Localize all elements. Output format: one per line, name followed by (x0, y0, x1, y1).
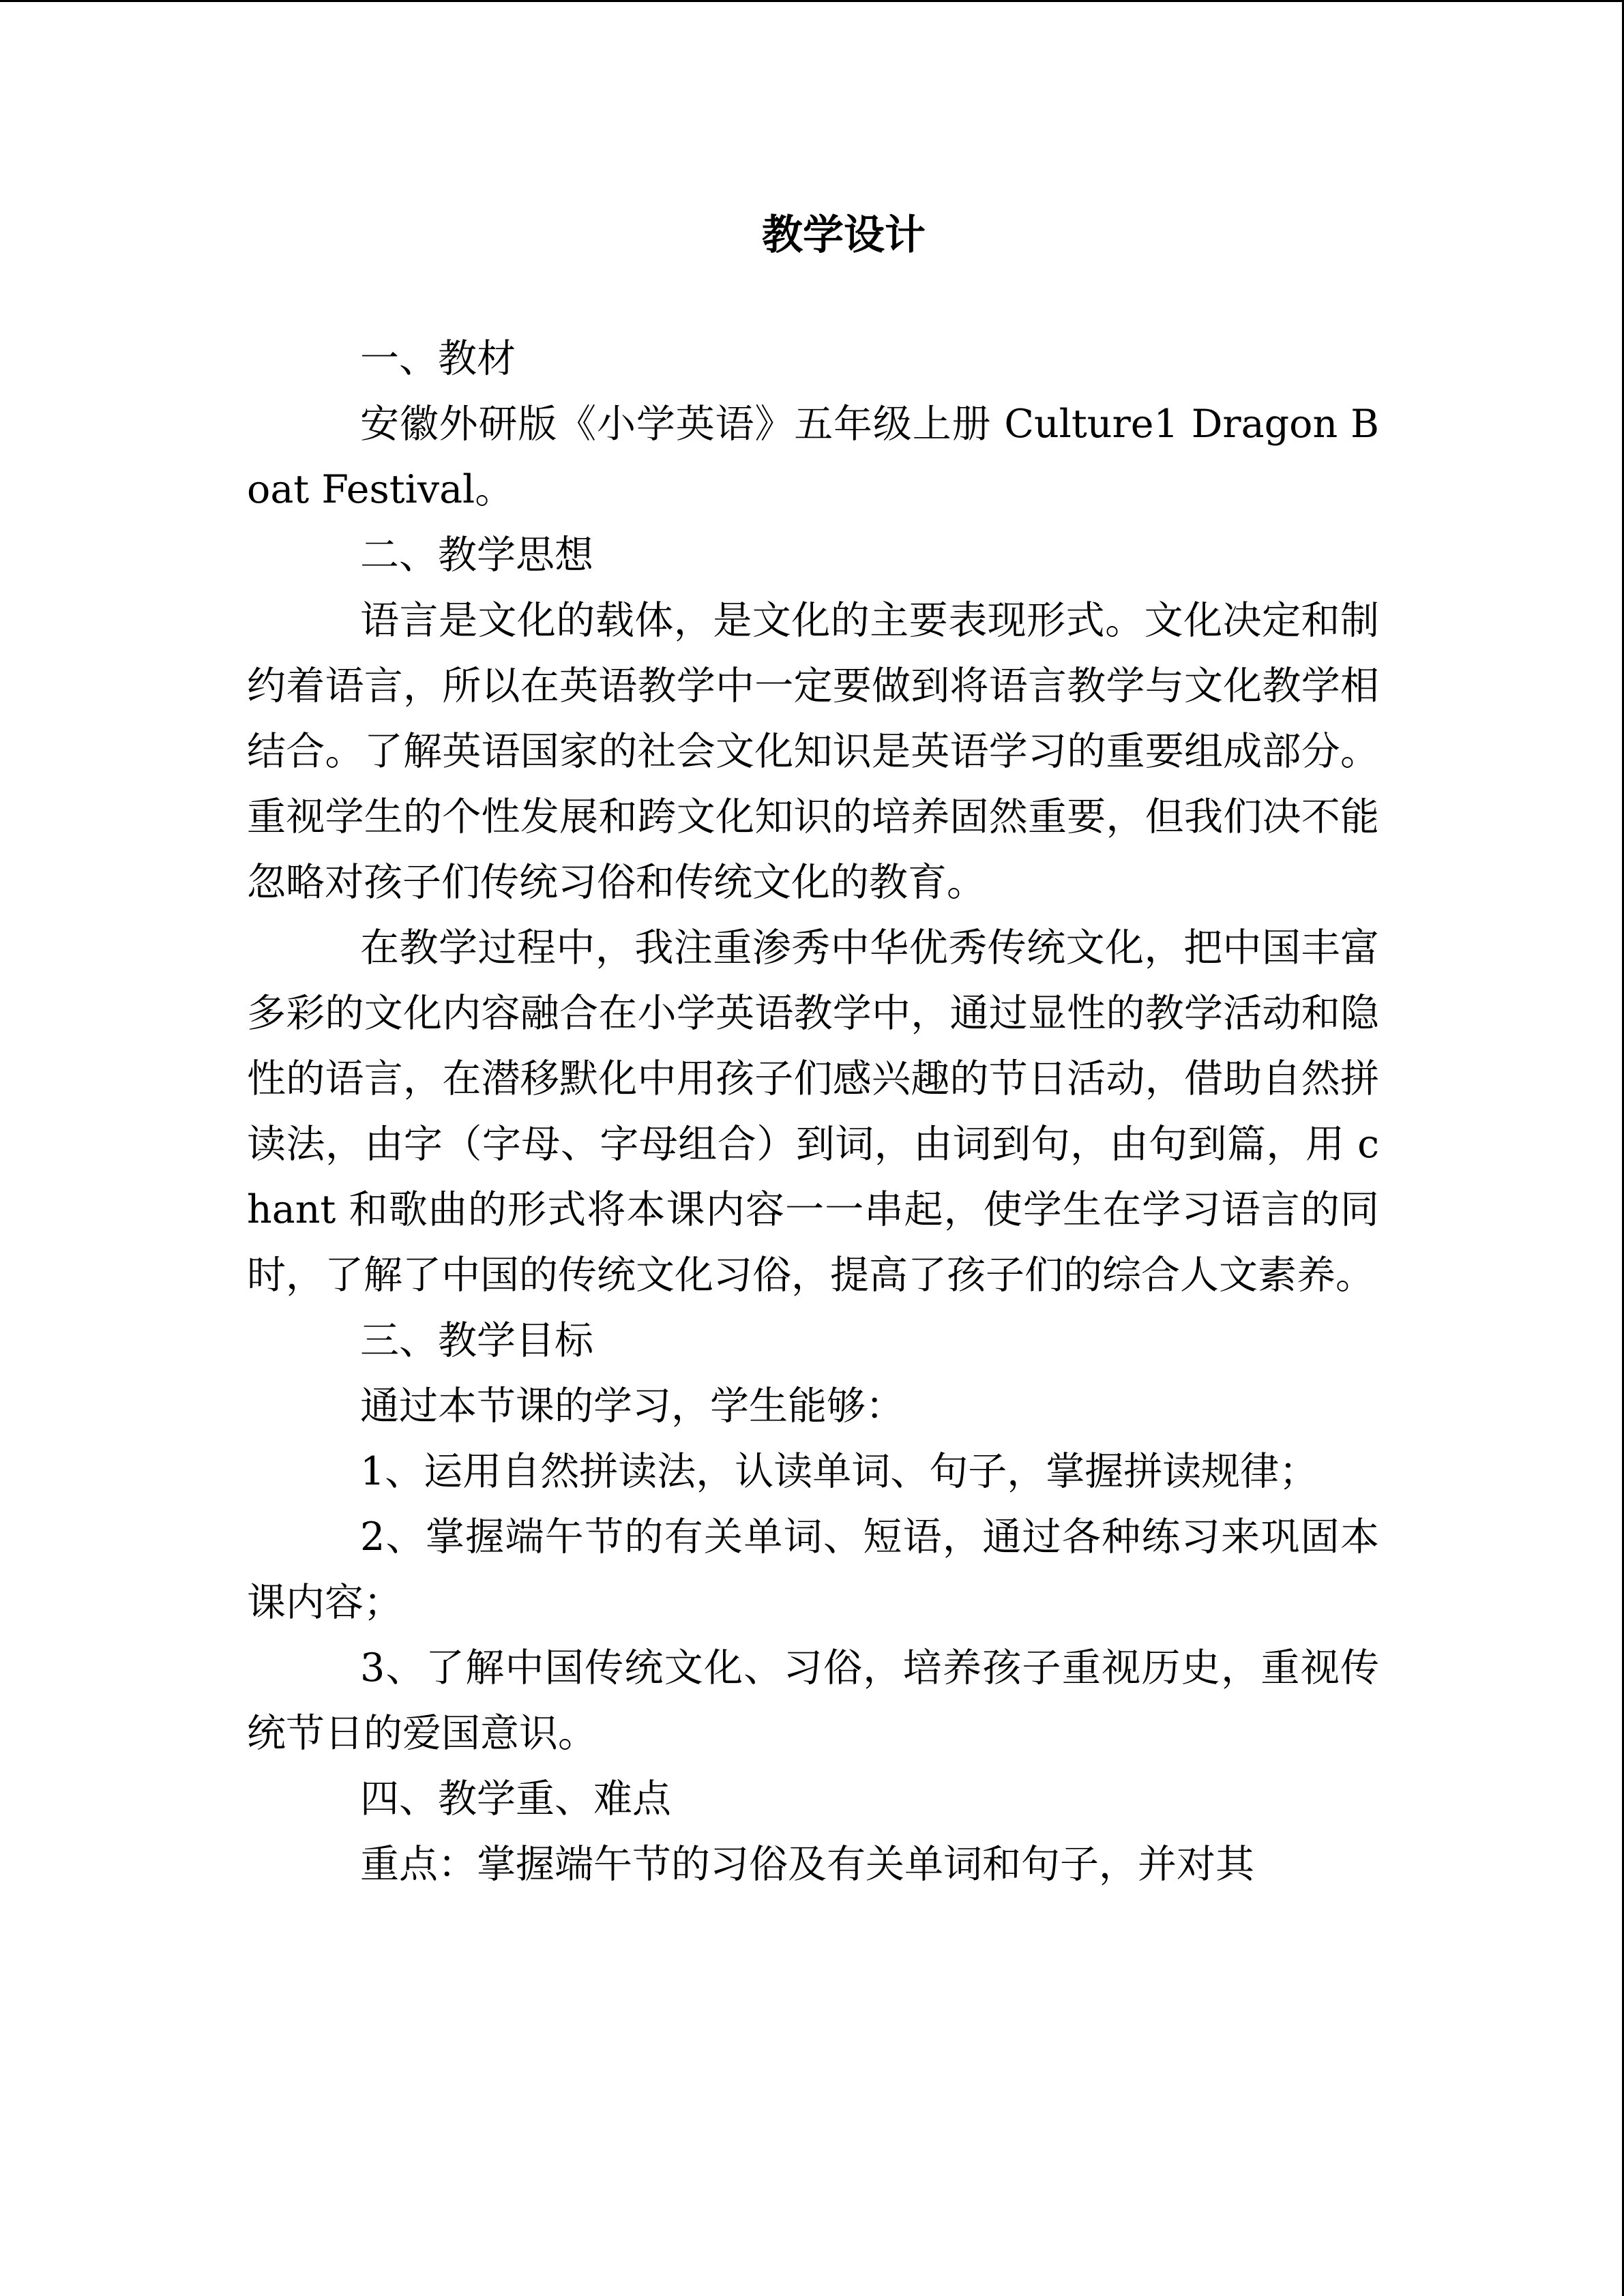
goals-intro-paragraph: 通过本节课的学习，学生能够： (360, 1384, 904, 1429)
goal-item-3: 3、了解中国传统文化、习俗，培养孩子重视历史，重视传统节日的爱国意识。 (247, 1645, 1379, 1756)
key-points-paragraph: 重点：掌握端午节的习俗及有关单词和句子，并对其 (360, 1842, 1254, 1887)
goal-item-2: 2、掌握端午节的有关单词、短语，通过各种练习来巩固本课内容； (247, 1515, 1379, 1625)
section-heading-key-points: 四、教学重、难点 (360, 1776, 671, 1821)
section-heading-textbook: 一、教材 (360, 336, 516, 381)
page-top-border (0, 0, 1624, 2)
philosophy-paragraph-2: 在教学过程中，我注重渗秀中华优秀传统文化，把中国丰富多彩的文化内容融合在小学英语教学中，通过显性的教学活动和隐性的语言，在潜移默化中用孩子们感兴趣的节日活动，借助自然拼读法，由字（字母、字母组合）到词，由词到句，由句到篇，用 chant 和歌曲的形式将本课内容一一串起，使学生在学习语言的同时，了解了中国的传统文化习俗，提高了孩子们的综合人文素养。 (247, 925, 1379, 1298)
philosophy-paragraph-1: 语言是文化的载体，是文化的主要表现形式。文化决定和制约着语言，所以在英语教学中一定要做到将语言教学与文化教学相结合。了解英语国家的社会文化知识是英语学习的重要组成部分。重视学生的个性发展和跨文化知识的培养固然重要，但我们决不能忽略对孩子们传统习俗和传统文化的教育。 (247, 598, 1379, 905)
document-body (247, 198, 1379, 1897)
section-heading-teaching-goals: 三、教学目标 (360, 1318, 593, 1363)
document-title: 教学设计 (762, 211, 926, 259)
section-heading-teaching-philosophy: 二、教学思想 (360, 533, 593, 578)
goal-item-1: 1、运用自然拼读法，认读单词、句子，掌握拼读规律； (360, 1449, 1318, 1494)
textbook-paragraph: 安徽外研版《小学英语》五年级上册 Culture1 Dragon Boat Festival。 (247, 402, 1379, 512)
